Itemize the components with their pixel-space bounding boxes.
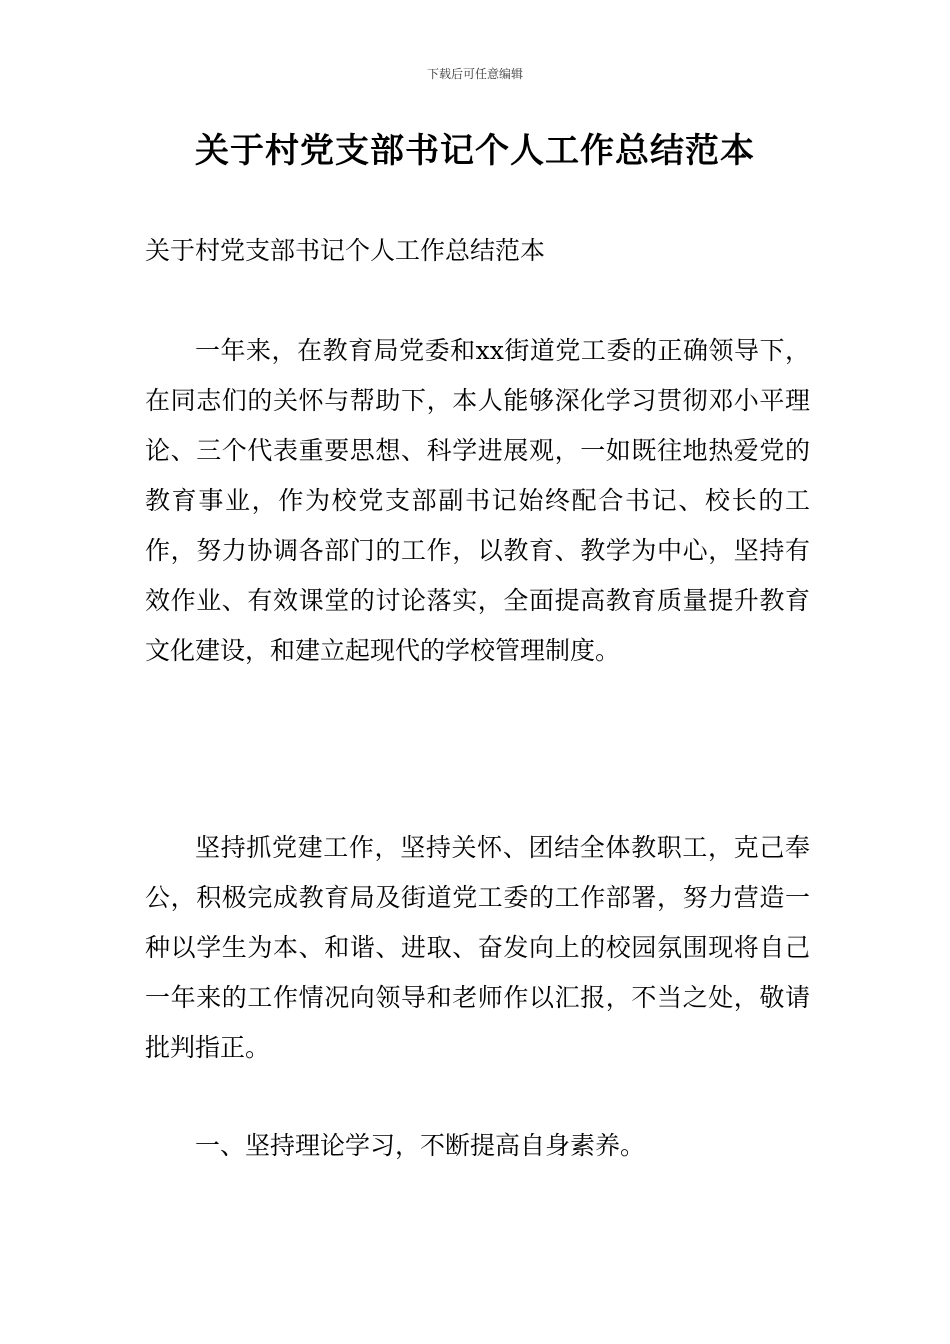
section-heading: 一、坚持理论学习，不断提高自身素养。 (195, 1131, 646, 1160)
paragraph-2: 坚持抓党建工作，坚持关怀、团结全体教职工，克己奉公，积极完成教育局及街道党工委的工作部署，努力营造一种以学生为本、和谐、进取、奋发向上的校园氛围现将自己一年来的工作情况向领导和老师作以汇报，不当之处，敬请批判指正。 (145, 833, 810, 1062)
header-note: 下载后可任意编辑 (426, 67, 523, 81)
document-subtitle: 关于村党支部书记个人工作总结范本 (145, 236, 546, 265)
paragraph-1: 一年来，在教育局党委和xx街道党工委的正确领导下，在同志们的关怀与帮助下，本人能够深化学习贯彻邓小平理论、三个代表重要思想、科学进展观，一如既往地热爱党的教育事业，作为校党支部副书记始终配合书记、校长的工作，努力协调各部门的工作，以教育、教学为中心，坚持有效作业、有效课堂的讨论落实，全面提高教育质量提升教育文化建设，和建立起现代的学校管理制度。 (145, 336, 810, 665)
page-title: 关于村党支部书记个人工作总结范本 (195, 131, 755, 171)
